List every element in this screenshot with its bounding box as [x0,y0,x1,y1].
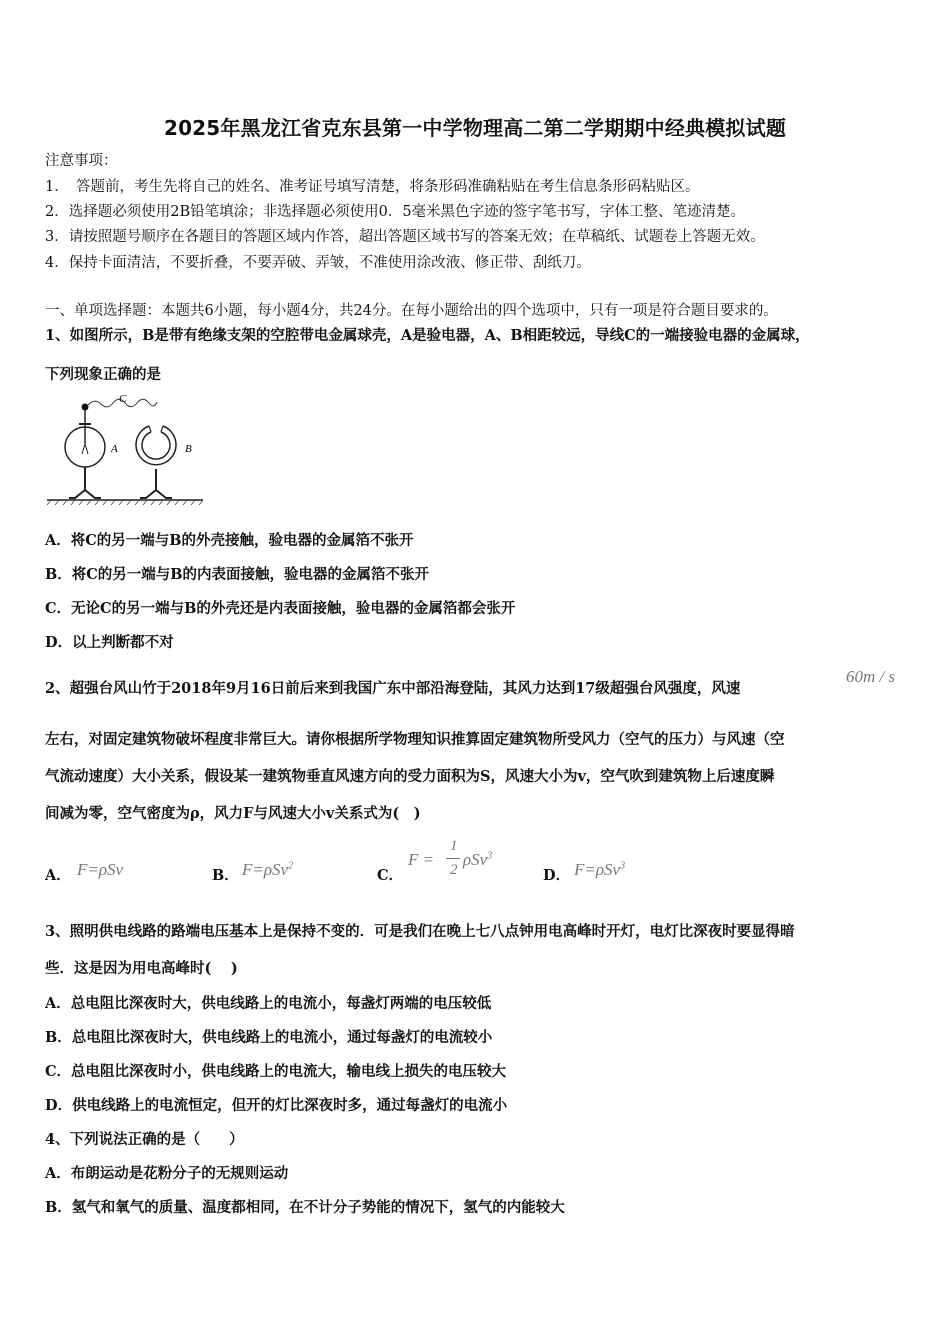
notice-heading: 注意事项： [45,153,118,169]
q3-stem-line2: 些．这是因为用电高峰时( ) [45,960,238,977]
q2-option-c-num: 1 [450,838,458,854]
q1-option-d: D．以上判断都不对 [45,634,174,651]
q2-option-b-exp: 2 [288,860,294,872]
q2-option-a-label: A． [45,867,71,884]
q2-option-c-label: C． [377,867,404,884]
section-heading: 一、单项选择题：本题共6小题，每小题4分，共24分。在每小题给出的四个选项中，只有一项是符合题目要求的。 [45,303,778,319]
electroscope-base [69,490,101,498]
q2-option-b-base: F=ρSv [242,860,289,879]
label-c: C [119,393,127,405]
q4-stem: 4、下列说法正确的是（ ） [45,1131,244,1148]
q1-option-c: C．无论C的另一端与B的外壳还是内表面接触，验电器的金属箔都会张开 [45,600,516,617]
q1-option-b: B．将C的另一端与B的内表面接触，验电器的金属箔不张开 [45,566,430,583]
q2-speed: 60m / s [846,667,896,686]
q2-option-c-fraction-bar [446,858,460,859]
shell-inner [142,432,170,459]
q3-option-b: B．总电阻比深夜时大，供电线路上的电流小，通过每盏灯的电流较小 [45,1029,493,1046]
q2-option-c-exp: 3 [487,850,493,862]
q2-option-a-formula: F=ρSv [77,860,124,879]
q3-option-c: C．总电阻比深夜时小，供电线路上的电流大，输电线上损失的电压较大 [45,1063,507,1080]
q2-option-d-label: D． [543,867,571,884]
q2-option-b-formula [242,860,293,880]
electroscope-figure [45,392,205,507]
notice-item-1: 1． 答题前，考生先将自己的姓名、准考证号填写清楚，将条形码准确粘贴在考生信息条形码粘贴区。 [45,179,700,195]
notice-item-4: 4．保持卡面清洁，不要折叠，不要弄破、弄皱，不准使用涂改液、修正带、刮纸刀。 [45,255,591,271]
q2-option-c-den: 2 [450,862,458,878]
q2-stem-line4: 间减为零，空气密度为ρ，风力F与风速大小v关系式为( ) [45,805,421,822]
q2-option-b-label: B． [212,867,239,884]
q1-stem-line1: 1、如图所示，B是带有绝缘支架的空腔带电金属球壳，A是验电器，A、B相距较远，导线C的一端接验电器的金属球， [45,327,810,344]
q3-option-d: D．供电线路上的电流恒定，但开的灯比深夜时多，通过每盏灯的电流小 [45,1097,508,1114]
label-a: A [111,443,118,455]
q2-option-d-base: F=ρSv [574,860,621,879]
q3-stem-line1: 3、照明供电线路的路端电压基本上是保持不变的．可是我们在晚上七八点钟用电高峰时开灯，电灯比深夜时要显得暗 [45,923,795,940]
page-title: 2025年黑龙江省克东县第一中学物理高二第二学期期中经典模拟试题 [163,116,787,140]
q2-option-d-exp: 3 [620,860,626,872]
q2-option-d-formula [574,860,625,880]
electroscope-foils [82,444,88,454]
notice-item-2: 2．选择题必须使用2B铅笔填涂；非选择题必须使用0．5毫米黑色字迹的签字笔书写，字体工整、笔迹清楚。 [45,204,746,220]
q2-option-c-lhs: F = [408,850,435,869]
notice-item-3: 3．请按照题号顺序在各题目的答题区域内作答，超出答题区域书写的答案无效；在草稿纸、试题卷上答题无效。 [45,229,765,245]
q4-option-b: B．氢气和氧气的质量、温度都相同，在不计分子势能的情况下，氢气的内能较大 [45,1199,565,1216]
q2-stem-line3: 气流动速度）大小关系，假设某一建筑物垂直风速方向的受力面积为S，风速大小为v，空气吹到建筑物上后速度瞬 [45,768,775,785]
q2-stem-line1: 2、超强台风山竹于2018年9月16日前后来到我国广东中部沿海登陆，其风力达到17级超强台风强度，风速 [45,680,741,697]
label-b: B [185,443,192,455]
q1-option-a: A．将C的另一端与B的外壳接触，验电器的金属箔不张开 [45,532,414,549]
q2-option-c-base: ρSv [463,850,488,869]
q4-option-a: A．布朗运动是花粉分子的无规则运动 [45,1165,289,1182]
q2-stem-line2: 左右，对固定建筑物破坏程度非常巨大。请你根据所学物理知识推算固定建筑物所受风力（空气的压力）与风速（空 [45,731,785,748]
shell-base [140,490,172,498]
q1-stem-line2: 下列现象正确的是 [45,366,161,383]
q2-option-c-rhs [463,850,492,870]
q3-option-a: A．总电阻比深夜时大，供电线路上的电流小，每盏灯两端的电压较低 [45,995,492,1012]
electroscope-ball [82,404,89,411]
